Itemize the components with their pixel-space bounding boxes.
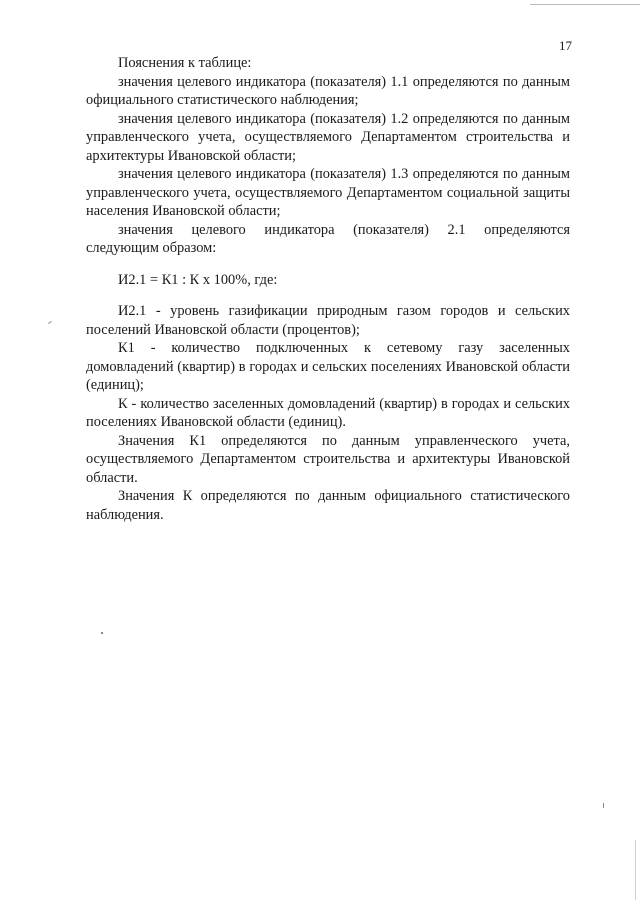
indicator-2-1-note: значения целевого индикатора (показателя) 2.1 определяются следующим образом:	[86, 221, 570, 256]
table-notes-heading: Пояснения к таблице:	[118, 55, 252, 71]
indicator-1-1-note: значения целевого индикатора (показателя) 1.1 определяются по данным официального статистического наблюдения;	[86, 73, 570, 108]
scan-edge-line	[635, 840, 636, 900]
scan-speck	[101, 632, 103, 634]
scan-speck	[603, 803, 604, 808]
scan-speck	[48, 321, 52, 324]
indicator-1-2-note: значения целевого индикатора (показателя) 1.2 определяются по данным управленческого учета, осуществляемого Департаментом строительства и архитектуры Ивановской области;	[86, 110, 570, 164]
definition-k1: К1 - количество подключенных к сетевому газу заселенных домовладений (квартир) в городах и сельских поселениях Ивановской области (единиц);	[86, 340, 570, 393]
page-number: 17	[559, 38, 572, 53]
k1-source-note: Значения К1 определяются по данным управленческого учета, осуществляемого Департаментом строительства и архитектуры Ивановской области.	[86, 432, 570, 486]
definition-k: К - количество заселенных домовладений (квартир) в городах и сельских поселениях Ивановской области (единиц).	[86, 395, 570, 430]
formula: И2.1 = К1 : К x 100%, где:	[118, 271, 278, 288]
indicator-1-3-note: значения целевого индикатора (показателя) 1.3 определяются по данным управленческого учета, осуществляемого Департаментом социальной защиты населения Ивановской области;	[86, 166, 570, 219]
k-source-note: Значения К определяются по данным официального статистического наблюдения.	[86, 488, 570, 523]
definition-i21: И2.1 - уровень газификации природным газом городов и сельских поселений Ивановской области (процентов);	[86, 303, 570, 338]
scan-edge-line	[530, 4, 640, 5]
document-body	[86, 54, 570, 524]
